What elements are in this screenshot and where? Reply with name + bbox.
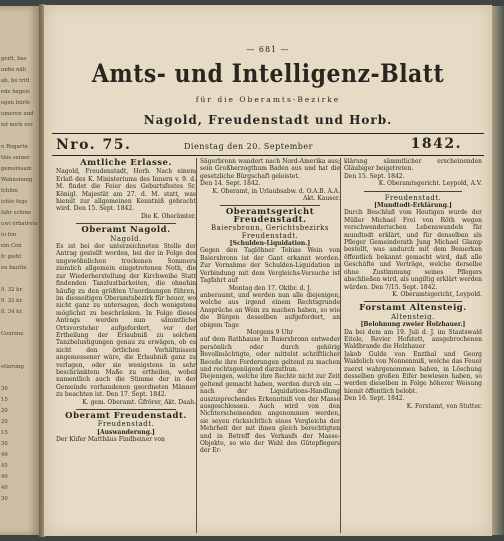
- column-divider: [196, 158, 197, 533]
- left-page-fragment: fahr schme: [1, 210, 31, 216]
- notice-title: [Auswanderung.]: [97, 428, 155, 436]
- left-page-fragment: 30: [1, 496, 8, 502]
- column-divider: [340, 158, 341, 533]
- paragraph: Da bei dem am 19. Juli d. J. im Staatswald Eitele, Revier Hofstett, ausgebrochenen Waldbrande die Holzhauer: [344, 328, 482, 351]
- signature-line: K. Forstamt, von Stutter.: [406, 402, 482, 410]
- issue-number: Nro. 75.: [56, 137, 132, 153]
- left-page-fragment: 30: [1, 441, 8, 447]
- section-separator: [76, 223, 176, 224]
- left-page-fragment: 40: [1, 474, 8, 480]
- left-page-fragment: ichte fegs: [1, 199, 28, 205]
- left-page-fragment: Coursne: [1, 331, 24, 337]
- section-separator: [220, 205, 320, 206]
- column-1: [56, 158, 196, 533]
- section-heading: Oberamt Freudenstadt.: [65, 411, 187, 421]
- left-page-fragment: 15: [1, 430, 8, 436]
- place-heading: Freudenstadt.: [384, 193, 442, 202]
- signature-line: K. Oberamtsgericht, Leypold.: [392, 290, 482, 298]
- paragraph: Den 15. Sept. 1842.: [344, 172, 405, 180]
- left-adjacent-page: [0, 6, 40, 535]
- left-page-fragment: etierung: [1, 364, 24, 370]
- left-page-fragment: iu fen: [1, 232, 17, 238]
- masthead-subtitle: für die Oberamts-Bezirke: [195, 95, 341, 104]
- section-heading: Forstamt Altensteig.: [359, 303, 467, 314]
- left-page-fragment: uwi erbatrete: [1, 221, 38, 227]
- left-page-fragment: gemeinsam: [1, 166, 32, 172]
- left-page-fragment: 9. 32 kr.: [1, 287, 24, 293]
- section-separator: [76, 409, 176, 410]
- paragraph: Den 16. Sept. 1842.: [344, 395, 405, 403]
- page-edge: [490, 6, 504, 535]
- left-page-fragment: nd noch ver: [1, 122, 33, 128]
- place-heading: Altensteig.: [391, 312, 435, 321]
- section-separator: [364, 301, 462, 302]
- issue-date: Dienstag den 20. September: [184, 142, 313, 151]
- left-page-fragment: 20: [1, 408, 8, 414]
- paragraph: Es ist bei der unterzeichneten Stelle der Antrag gestellt worden, bei der in Folge des ungewöhnlichen trockenen Sommers ziemlich allgemein eingetretenen Noth, die zur Wiederherstellung der Kirchweihe Statt findenden Tanzlustbarkeiten, die ohnehin häufig zu den größten Unordnungen führen, im diesseitigen Oberamtsbezirk für heuer, wo nicht ganz zu untersagen, doch wenigstens möglichst zu beschränken. In Folge dieses Antrags werden nun sämmtliche Ortsvorsteher aufgefordert, vor der Ertheilung der Erlaubniß zu solchen Tanzbelustigungen genau zu erwägen, ob es nicht den örtlichen Verhältnissen angemessener wäre, die Erlaubniß ganz zu verlagen, oder sie wenigstens in sehr beschränktem Maße zu ertheilen, wobei namentlich auch die Stimme der in der Gemeinde vorhandenen geordneten Männer zu beachten ist. Den 17. Sept. 1842.: [56, 243, 196, 399]
- page-number: — 681 —: [246, 45, 290, 54]
- newspaper-page: [44, 5, 492, 536]
- section-heading: Oberamtsgericht Freudenstadt.: [225, 207, 315, 225]
- paragraph: Den 14. Sept. 1842.: [200, 180, 261, 188]
- paragraph: auf dem Rathhause in Baiersbronn entweder persönlich oder durch gehörig Bevollmächtigte, oder mittelst schriftlicher Receße ihre Forderungen geltend zu machen und rechtsgenügend darzuthun.: [200, 336, 340, 373]
- paragraph: Nagold, Freudenstadt, Horb. Nach einem Erlaß des K. Ministeriums des Innern v. 9. d. M. findet die Feier des Geburtsfestes Sr. Königl. Majestät am 27. d. M. statt, was hiemit zur allgemeinen Kenntniß gebracht wird. Den 15. Sept. 1842.: [56, 168, 196, 213]
- left-page-fragment: unbe näh: [1, 67, 27, 73]
- place-heading: Baiersbronn, Gerichtsbezirks Freudenstadt.: [210, 224, 330, 240]
- left-page-fragment: ede begeis: [1, 89, 30, 95]
- issue-year: 1842.: [410, 136, 462, 152]
- paragraph: Durch Beschluß vom Heutigen wurde der Müller Michael Frei von Röth wegen verschwenderischen Lebenswandels für mundtodt erklärt, und für denselben als Pfleger Gemeinderath Jung Michael Glamp bestellt, was andurch mit dem Bemerken öffentlich bekannt gemacht wird, daß alle Geschäfte und Verträge, welche derselbe ohne Zustimmung seines Pflegers abschließen wird, als ungiltig erklärt werden würden. Den 7/15. Sept. 1842.: [344, 209, 482, 291]
- left-page-fragment: 40: [1, 485, 8, 491]
- left-page-fragment: 15: [1, 397, 8, 403]
- left-page-fragment: ein Con: [1, 243, 22, 249]
- section-heading: Oberamt Nagold.: [81, 225, 171, 236]
- left-page-fragment: 40: [1, 452, 8, 458]
- left-page-fragment: ab, be tritt: [1, 78, 30, 84]
- notice-title: [Belohnung zweier Holzhauer.]: [360, 321, 466, 329]
- place-heading: Freudenstadt.: [97, 420, 155, 429]
- notice-title: [Mundtodt-Erklärung.]: [374, 202, 452, 210]
- masthead-places: Nagold, Freudenstadt und Horb.: [143, 113, 393, 127]
- left-page-fragment: 20: [1, 419, 8, 425]
- left-page-fragment: n Rogartn: [1, 144, 28, 150]
- column-3: [344, 158, 482, 533]
- paragraph: Jakob Gulde von Enzthal und Georg Waidelich von Nonnenmiß, welche das Feuer zuerst wahrgenommen haben, in Löschung desselben großen Eifer bewiesen haben, so werden dieselben in Folge höherer Weisung hiemit öffentlich belobt.: [344, 350, 482, 395]
- centered-line: Montag den 17. Oktbr. d. J.: [228, 284, 312, 292]
- header-rule-top: [52, 133, 484, 134]
- masthead-title: Amts- und Intelligenz-Blatt: [91, 59, 445, 89]
- header-rule-bottom: [52, 155, 484, 156]
- left-page-fragment: fchlim: [1, 188, 18, 194]
- paragraph: anberaumt, und werden nun alle diejenigen, welche aus irgend einem Rechtsgrunde Ansprüche an Wein zu machen haben, so wie die Bürgen desselben aufgefordert, an obigem Tage: [200, 291, 340, 329]
- left-page-fragment: 30: [1, 386, 8, 392]
- signature-line: K. gem. Oberamt. Gfrörer, Akt. Daab.: [82, 398, 196, 406]
- left-page-fragment: en bautte: [1, 265, 27, 271]
- paragraph: Diejenigen, welche ihre Rechte nicht zur Zeit geltend gemacht haben, werden durch ein — nach der Liquidations-Handlung auszusprechendes Erkenntniß von der Masse ausgeschlossen. Auch wird von den Nichterscheinenden angenommen werden, sie seyen rücksichtlich eines Vergleichs der Mehrheit der mit ihnen gleich berechtigten und in Betreff des Verkaufs der Masse-Objekte, so wie der Wahl des Gütepflegers der Er-: [200, 373, 340, 455]
- paragraph: klärung sämmtlicher erscheinenden Gläubiger beigetreten.: [344, 158, 482, 173]
- left-page-fragment: 45: [1, 463, 8, 469]
- centered-line: Morgens 9 Uhr: [246, 328, 294, 336]
- left-page-fragment: umeren und: [1, 111, 34, 117]
- paragraph: Gegen den Taglöhner Tobias Wein von Baiersbronn ist der Gant erkannt worden. Zur Vornahme der Schulden-Liquidation in Verbindung mit dem Vergleichs-Versuche ist Tagfahrt auf: [200, 247, 340, 285]
- column-2: [200, 158, 340, 533]
- signature-line: K. Oberamt, in Urlaubsabw. d. O.A.B. A.A. Akt. Kauser.: [212, 187, 340, 203]
- left-page-fragment: egen bürfe: [1, 100, 31, 106]
- paragraph: Der Küfer Matthäus Findbeiner von: [56, 436, 165, 444]
- left-page-fragment: tbie seiner: [1, 155, 30, 161]
- signature-line: K. Oberamtsgericht. Leypold, A.V.: [378, 180, 482, 188]
- left-page-fragment: fc giebt: [1, 254, 22, 260]
- section-heading: Amtliche Erlasse.: [80, 158, 172, 168]
- left-page-fragment: 8. 34 kr.: [1, 309, 24, 315]
- left-page-fragment: 9. 32 kr.: [1, 298, 24, 304]
- left-page-fragment: Wahnsinnig: [1, 177, 33, 183]
- left-page-fragment: gerlt, bas: [1, 56, 27, 62]
- section-separator: [364, 191, 462, 192]
- signature-line: Die K. Oberämter.: [140, 212, 196, 220]
- place-heading: Nagold.: [110, 234, 142, 243]
- notice-title: [Schulden-Liquidation.]: [229, 240, 311, 248]
- paragraph: Sägerbronn wandert nach Nord-Amerika aus; sein Großherzogthum Baden aus und hat die gesetzliche Bürgschaft geleistet.: [200, 158, 340, 180]
